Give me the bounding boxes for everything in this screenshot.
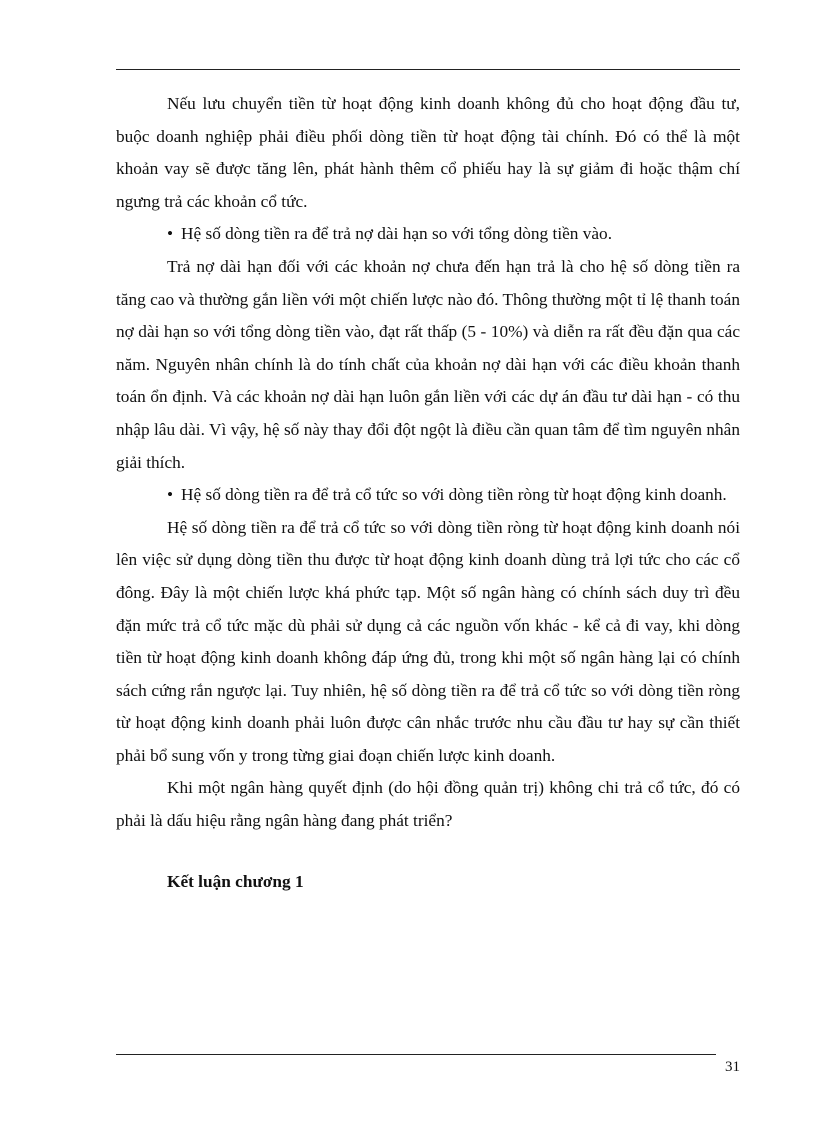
section-spacer — [116, 838, 740, 866]
bullet-text: Hệ số dòng tiền ra để trả cổ tức so với dòng tiền ròng từ hoạt động kinh doanh. — [181, 485, 727, 505]
footer-rule — [116, 1054, 716, 1055]
bullet-icon: • — [167, 485, 174, 505]
bullet-item-dividend-ratio — [116, 479, 740, 512]
page-number: 31 — [725, 1059, 740, 1075]
paragraph-long-term-debt: Trả nợ dài hạn đối với các khoản nợ chưa đến hạn trả là cho hệ số dòng tiền ra tăng cao và thường gắn liền với một chiến lược nào đó. Thông thường một tỉ lệ thanh toán nợ dài hạn so với tổng dòng tiền vào, đạt rất thấp (5 - 10%) và diễn ra rất đều đặn qua các năm. Nguyên nhân chính là do tính chất của khoản nợ dài hạn với các điều khoản thanh toán ổn định. Và các khoản nợ dài hạn luôn gắn liền với các dự án đầu tư dài hạn - có thu nhập lâu dài. Vì vậy, hệ số này thay đổi đột ngột là điều cần quan tâm để tìm nguyên nhân giải thích. — [116, 256, 740, 472]
paragraph-dividend-question: Khi một ngân hàng quyết định (do hội đồng quản trị) không chi trả cổ tức, đó có phải là dấu hiệu rằng ngân hàng đang phát triển? — [116, 778, 740, 831]
bullet-icon: • — [167, 224, 174, 244]
paragraph-dividend-policy: Hệ số dòng tiền ra để trả cổ tức so với dòng tiền ròng từ hoạt động kinh doanh nói lên việc sử dụng dòng tiền thu được từ hoạt động kinh doanh dùng trả lợi tức cho các cổ đông. Đây là một chiến lược khá phức tạp. Một số ngân hàng có chính sách duy trì đều đặn mức trả cổ tức mặc dù phải sử dụng cả các nguồn vốn khác - kể cả đi vay, khi dòng tiền từ hoạt động kinh doanh không đáp ứng đủ, trong khi một số ngân hàng lại có chính sách cứng rắn ngược lại. Tuy nhiên, hệ số dòng tiền ra để trả cổ tức so với dòng tiền ròng từ hoạt động kinh doanh phải luôn được cân nhắc trước nhu cầu đầu tư hay sự cần thiết phải bổ sung vốn y trong từng giai đoạn chiến lược kinh doanh. — [116, 517, 740, 765]
bullet-item-long-term-debt-ratio — [116, 218, 740, 251]
page-body — [116, 88, 740, 898]
section-heading: Kết luận chương 1 — [167, 871, 304, 891]
header-rule — [116, 69, 740, 70]
bullet-text: Hệ số dòng tiền ra để trả nợ dài hạn so với tổng dòng tiền vào. — [181, 224, 613, 244]
paragraph-financing-cashflow: Nếu lưu chuyển tiền từ hoạt động kinh doanh không đủ cho hoạt động đầu tư, buộc doanh nghiệp phải điều phối dòng tiền từ hoạt động tài chính. Đó có thể là một khoản vay sẽ được tăng lên, phát hành thêm cổ phiếu hay là sự giảm đi hoặc thậm chí ngưng trả các khoản cổ tức. — [116, 94, 740, 211]
